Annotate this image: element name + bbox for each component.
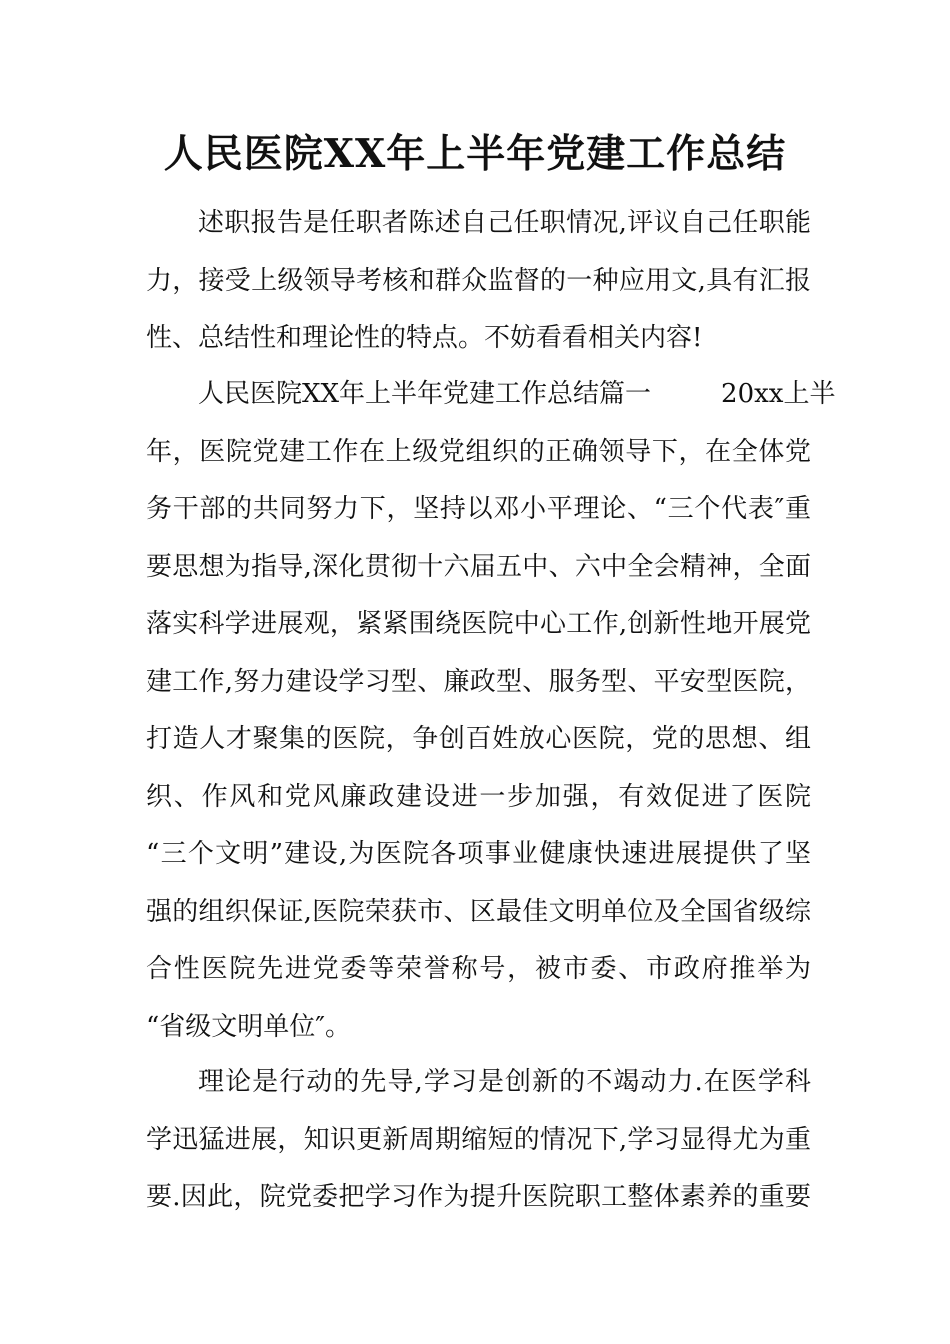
text-line: 建工作,努力建设学习型、廉政型、服务型、平安型医院， — [146, 666, 811, 697]
text-line: 年，医院党建工作在上级党组织的正确领导下，在全体党 — [146, 436, 811, 467]
text-line: 述职报告是任职者陈述自己任职情况,评议自己任职能 — [198, 208, 811, 238]
text-line: 落实科学进展观，紧紧围绕医院中心工作,创新性地开展党 — [146, 609, 811, 639]
text-line: 理论是行动的先导,学习是创新的不竭动力.在医学科 — [198, 1067, 811, 1097]
text-line: 打造人才聚集的医院，争创百姓放心医院，党的思想、组 — [146, 724, 811, 754]
text-line: 要.因此，院党委把学习作为提升医院职工整体素养的重要 — [146, 1182, 811, 1212]
text-line: “省级文明单位″。 — [146, 1011, 352, 1042]
section-one-paragraph — [146, 366, 836, 1056]
document-title: 人民医院XX年上半年党建工作总结 — [163, 131, 787, 177]
text-line: 务干部的共同努力下，坚持以邓小平理论、“三个代表″重 — [146, 494, 811, 524]
text-line: “三个文明”建设,为医院各项事业健康快速进展提供了坚 — [146, 839, 811, 869]
text-line: 强的组织保证,医院荣获市、区最佳文明单位及全国省级综 — [146, 896, 811, 927]
text-line: 力，接受上级领导考核和群众监督的一种应用文,具有汇报 — [146, 265, 811, 296]
text-line: 合性医院先进党委等荣誉称号，被市委、市政府推举为 — [146, 954, 811, 984]
text-line: 织、作风和党风廉政建设进一步加强，有效促进了医院 — [146, 781, 811, 812]
heading-line-tail: 20xx上半 — [721, 379, 836, 409]
study-paragraph — [146, 1054, 811, 1227]
text-line: 性、总结性和理论性的特点。不妨看看相关内容! — [146, 323, 703, 353]
section-heading-line — [146, 366, 836, 424]
text-line: 学迅猛进展，知识更新周期缩短的情况下,学习显得尤为重 — [146, 1124, 811, 1155]
intro-paragraph — [146, 195, 811, 368]
section-heading: 人民医院XX年上半年党建工作总结篇一 — [198, 379, 652, 409]
text-line: 要思想为指导,深化贯彻十六届五中、六中全会精神，全面 — [146, 551, 811, 582]
